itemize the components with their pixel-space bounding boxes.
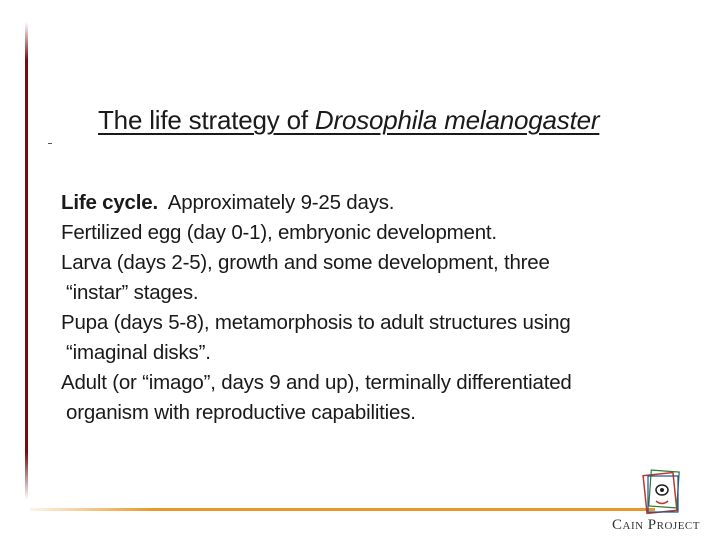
small-dash-mark bbox=[48, 143, 52, 144]
logo-graphic bbox=[642, 468, 684, 516]
body-line-pupa-cont bbox=[61, 338, 701, 368]
body-line-adult bbox=[61, 368, 701, 398]
title-underlined bbox=[98, 105, 599, 135]
left-accent-bar bbox=[25, 22, 28, 500]
body-line-text: Approximately 9-25 days. bbox=[157, 191, 395, 214]
body-line-text: “imaginal disks”. bbox=[66, 341, 211, 364]
body-line-life-cycle bbox=[61, 188, 701, 218]
life-cycle-heading: Life cycle. bbox=[61, 191, 158, 214]
body-line-egg bbox=[61, 218, 701, 248]
title-prefix: The life strategy of bbox=[98, 105, 315, 135]
body-line-text: Fertilized egg (day 0-1), embryonic development. bbox=[61, 221, 497, 244]
footer-rule bbox=[30, 508, 655, 511]
slide-title bbox=[98, 104, 599, 136]
body-line-pupa bbox=[61, 308, 701, 338]
cain-project-logo-icon bbox=[642, 468, 684, 516]
body-line-larva bbox=[61, 248, 701, 278]
body-line-text: organism with reproductive capabilities. bbox=[66, 401, 416, 424]
body-line-larva-cont bbox=[61, 278, 701, 308]
body-line-text: “instar” stages. bbox=[66, 281, 199, 304]
title-species: Drosophila melanogaster bbox=[314, 105, 600, 135]
logo-wordmark: Cain Project bbox=[612, 517, 700, 533]
body-line-text: Pupa (days 5-8), metamorphosis to adult structures using bbox=[61, 311, 571, 334]
body-line-text: Larva (days 2-5), growth and some development, three bbox=[61, 251, 550, 274]
body-line-text: Adult (or “imago”, days 9 and up), terminally differentiated bbox=[61, 371, 572, 394]
slide-body bbox=[61, 188, 701, 428]
body-line-adult-cont bbox=[61, 398, 701, 428]
